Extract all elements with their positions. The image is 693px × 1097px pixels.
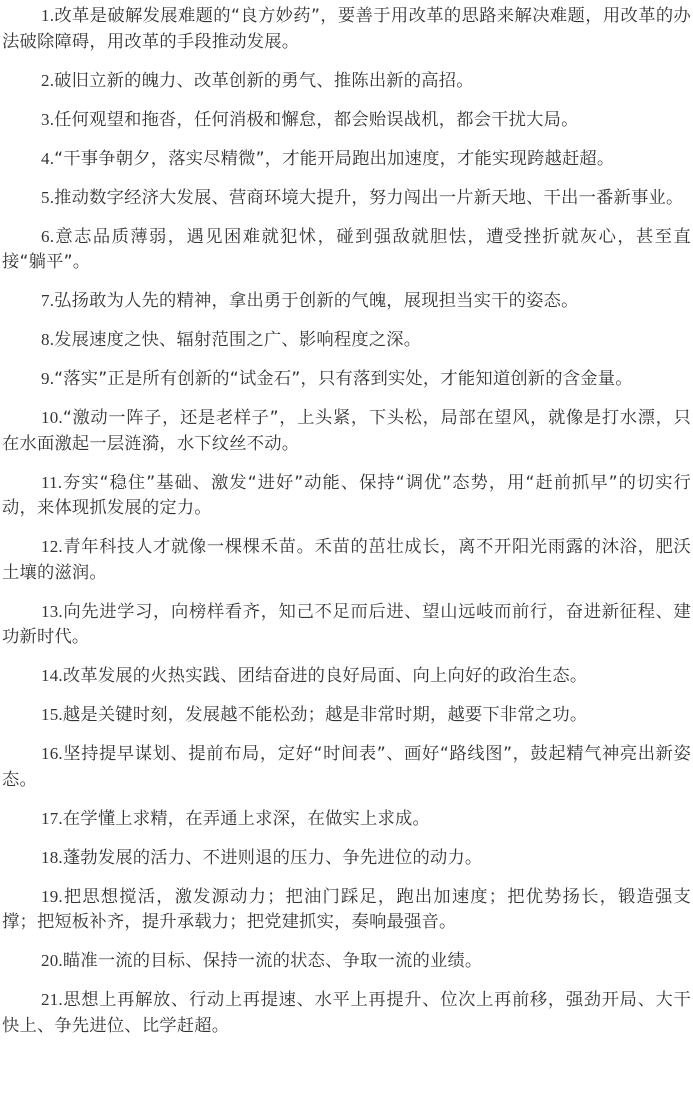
paragraph-5 xyxy=(2,185,691,212)
paragraph-text: 在学懂上求精，在弄通上求深，在做实上求成。 xyxy=(62,808,430,829)
paragraph-text: 蓬勃发展的活力、不进则退的压力、争先进位的动力。 xyxy=(62,847,483,868)
paragraph-7 xyxy=(2,288,691,315)
paragraph-8 xyxy=(2,327,691,354)
paragraph-12 xyxy=(2,534,691,586)
paragraph-text: 向先进学习，向榜样看齐，知己不足而后进、望山远岐而前行，奋进新征程、建功新时代。 xyxy=(2,601,691,647)
paragraph-text: 思想上再解放、行动上再提速、水平上再提升、位次上再前移，强劲开局、大干快上、争先进位、比学赶超。 xyxy=(2,990,691,1036)
paragraph-number: 8. xyxy=(41,330,55,349)
paragraph-number: 19. xyxy=(41,886,63,906)
paragraph-16 xyxy=(2,741,691,793)
paragraph-17 xyxy=(2,806,691,833)
paragraph-text: 改革发展的火热实践、团结奋进的良好局面、向上向好的政治生态。 xyxy=(62,666,588,686)
paragraph-2 xyxy=(2,68,691,95)
paragraph-text: 坚持提早谋划、提前布局，定好“时间表”、画好“路线图”，鼓起精气神亮出新姿态。 xyxy=(2,744,691,790)
paragraph-number: 12. xyxy=(41,537,63,556)
paragraph-text: “落实”正是所有创新的“试金石”，只有落到实处，才能知道创新的含金量。 xyxy=(54,369,633,389)
paragraph-4 xyxy=(2,146,691,173)
paragraph-number: 13. xyxy=(41,601,63,621)
paragraph-20 xyxy=(2,948,691,975)
paragraph-21 xyxy=(2,987,691,1039)
paragraph-number: 3. xyxy=(41,109,55,129)
paragraph-number: 18. xyxy=(41,847,63,867)
paragraph-text: “激动一阵子，还是老样子”，上头紧，下头松，局部在望风，就像是打水漂，只在水面激起一层涟漪，水下纹丝不动。 xyxy=(2,408,691,454)
paragraph-number: 5. xyxy=(41,187,55,207)
paragraph-text: 瞄准一流的目标、保持一流的状态、争取一流的业绩。 xyxy=(62,951,483,971)
paragraph-number: 1. xyxy=(41,6,55,25)
paragraph-number: 16. xyxy=(41,744,63,763)
paragraph-number: 21. xyxy=(41,990,63,1009)
paragraph-text: 夯实“稳住”基础、激发“进好”动能、保持“调优”态势，用“赶前抓早”的切实行动，来体现抓发展的定力。 xyxy=(2,472,691,518)
paragraph-text: 青年科技人才就像一棵棵禾苗。禾苗的茁壮成长，离不开阳光雨露的沐浴，肥沃土壤的滋润。 xyxy=(2,537,691,583)
paragraph-3 xyxy=(2,107,691,134)
paragraph-10 xyxy=(2,405,691,457)
paragraph-14 xyxy=(2,663,691,690)
paragraph-number: 10. xyxy=(41,408,63,427)
paragraph-text: 弘扬敢为人先的精神，拿出勇于创新的气魄，展现担当实干的姿态。 xyxy=(54,291,579,311)
paragraph-text: 推动数字经济大发展、营商环境大提升，努力闯出一片新天地、干出一番新事业。 xyxy=(54,187,684,208)
paragraph-text: “干事争朝夕，落实尽精微”，才能开局跑出加速度，才能实现跨越赶超。 xyxy=(54,148,615,169)
paragraph-number: 6. xyxy=(41,226,55,246)
paragraph-18 xyxy=(2,845,691,872)
paragraph-number: 4. xyxy=(41,148,55,168)
paragraph-number: 7. xyxy=(41,291,55,310)
paragraph-6 xyxy=(2,224,691,276)
paragraph-number: 9. xyxy=(41,369,55,388)
paragraph-text: 任何观望和拖沓，任何消极和懈怠，都会贻误战机，都会干扰大局。 xyxy=(54,109,579,130)
paragraph-number: 15. xyxy=(41,705,63,724)
paragraph-number: 2. xyxy=(41,70,55,90)
paragraph-text: 把思想搅活，激发源动力；把油门踩足，跑出加速度；把优势扬长，锻造强支撑；把短板补齐，提升承载力；把党建抓实，奏响最强音。 xyxy=(2,886,691,932)
paragraph-text: 越是关键时刻，发展越不能松劲；越是非常时期，越要下非常之功。 xyxy=(62,705,588,725)
paragraph-number: 14. xyxy=(41,666,63,685)
paragraph-text: 发展速度之快、辐射范围之广、影响程度之深。 xyxy=(54,330,422,350)
paragraph-text: 破旧立新的魄力、改革创新的勇气、推陈出新的高招。 xyxy=(54,70,474,91)
paragraph-number: 20. xyxy=(41,951,63,970)
paragraph-number: 17. xyxy=(41,808,63,828)
paragraph-text: 改革是破解发展难题的“良方妙药”，要善于用改革的思路来解决难题，用改革的办法破除障碍，用改革的手段推动发展。 xyxy=(2,6,691,52)
paragraph-9 xyxy=(2,366,691,393)
paragraph-11 xyxy=(2,470,691,522)
paragraph-1 xyxy=(2,0,691,55)
paragraph-text: 意志品质薄弱，遇见困难就犯怵，碰到强敌就胆怯，遭受挫折就灰心，甚至直接“躺平”。 xyxy=(2,226,691,272)
paragraph-13 xyxy=(2,599,691,651)
paragraph-15 xyxy=(2,702,691,729)
paragraph-19 xyxy=(2,884,691,936)
paragraph-number: 11. xyxy=(41,472,63,492)
